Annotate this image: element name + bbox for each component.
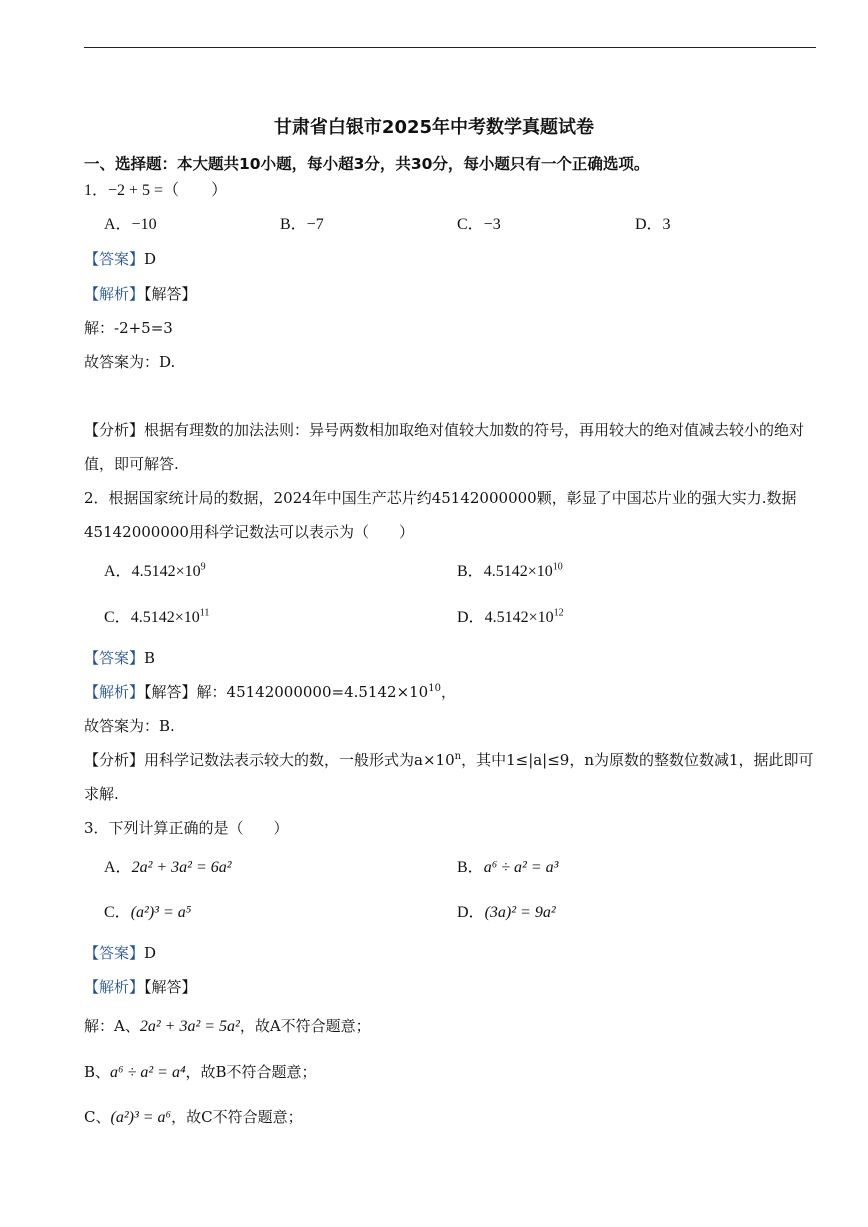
solution-tag: 【解答】 (144, 285, 197, 303)
q3-option-d (457, 903, 556, 923)
q3-option-d-expr: (3a)² = 9a² (484, 904, 556, 921)
q2-analysis (84, 743, 819, 811)
q2-option-d-base: 4.5142×10 (484, 609, 554, 626)
q1-stem: 1．−2 + 5 =（ ） (84, 182, 228, 199)
q3-option-c (104, 903, 191, 923)
q2-option-c-base: 4.5142×10 (130, 609, 200, 626)
q1-answer: D (144, 250, 157, 268)
q1-option-c: C．−3 (457, 216, 501, 233)
q3-solution-a-prefix: 解：A、 (84, 1017, 140, 1035)
analysis-tag: 【解析】 (84, 285, 145, 303)
q3-option-a-expr: 2a² + 3a² = 6a² (131, 859, 232, 876)
q3-option-b-label: B． (457, 859, 484, 876)
q2-option-b-base: 4.5142×10 (483, 563, 553, 580)
q3-option-c-expr: (a²)³ = a⁵ (130, 904, 192, 921)
q3-option-b-expr: a⁶ ÷ a² = a³ (483, 859, 559, 876)
q2-option-b-label: B． (457, 563, 484, 580)
q2-analysis-exp: n (454, 751, 462, 762)
q3-solution-c-tail: ，故C不符合题意； (171, 1108, 303, 1126)
q2-option-d-label: D． (457, 609, 485, 626)
answer-tag: 【答案】 (84, 250, 145, 268)
q3-analysis-line (84, 977, 197, 997)
analysis-tag: 【解析】 (84, 683, 145, 701)
q1-work: 解：-2+5=3 (84, 319, 173, 337)
q2-conclusion: 故答案为：B. (84, 717, 175, 735)
q1-option-d: D．3 (635, 216, 671, 233)
q2-option-a-base: 4.5142×10 (131, 563, 201, 580)
q3-solution-c-prefix: C、 (84, 1108, 111, 1126)
q3-solution-a-expr: 2a² + 3a² = 5a² (139, 1018, 240, 1035)
q2-analysis-a: 用科学记数法表示较大的数，一般形式为a×10 (144, 751, 455, 769)
q1-analysis-line (84, 284, 197, 304)
q3-answer-line (84, 943, 156, 963)
q2-answer: B (144, 649, 156, 667)
q2-option-c-exp: 11 (199, 607, 210, 619)
q2-option-d-exp: 12 (553, 607, 564, 619)
q3-solution-a (84, 1016, 371, 1037)
q2-option-b (457, 562, 563, 582)
q3-option-c-label: C． (104, 904, 131, 921)
q3-solution-b-expr: a⁶ ÷ a² = a⁴ (110, 1064, 186, 1081)
q2-option-b-exp: 10 (552, 561, 563, 573)
q2-option-a (104, 562, 206, 582)
solution-tag: 【解答】 (144, 978, 197, 996)
answer-tag: 【答案】 (84, 944, 145, 962)
q2-option-d (457, 608, 564, 628)
q2-stem: 2．根据国家统计局的数据，2024年中国生产芯片约45142000000颗，彰显了中国芯片业的强大实力.数据45142000000用科学记数法可以表示为（ ） (84, 489, 797, 541)
solution-tag: 【解答】 (144, 683, 197, 701)
section-heading: 一、选择题：本大题共10小题，每小超3分，共30分，每小题只有一个正确选项。 (84, 155, 650, 173)
q2-answer-line (84, 648, 155, 668)
q3-solution-b (84, 1062, 317, 1083)
fenxi-tag: 【分析】 (84, 421, 145, 439)
q2-solution: 解：45142000000=4.5142×10 (196, 683, 429, 701)
q1-analysis-text: 根据有理数的加法法则：异号两数相加取绝对值较大加数的符号，再用较大的绝对值减去较小的绝对值，即可解答. (84, 421, 805, 473)
q3-solution-c-expr: (a²)³ = a⁶ (110, 1109, 172, 1126)
q3-option-a (104, 858, 232, 878)
q3-solution-c (84, 1107, 303, 1128)
q2-option-a-exp: 9 (200, 561, 206, 573)
q2-solution-line (84, 682, 456, 702)
q1-analysis (84, 413, 819, 481)
q2-option-c-label: C． (104, 609, 131, 626)
page-title: 甘肃省白银市2025年中考数学真题试卷 (273, 117, 595, 138)
q1-answer-line (84, 249, 156, 269)
fenxi-tag: 【分析】 (84, 751, 145, 769)
q2-option-c (104, 608, 209, 628)
q3-option-b (457, 858, 558, 878)
q2-solution-tail: ， (440, 683, 456, 701)
q3-solution-b-prefix: B、 (84, 1063, 111, 1081)
q3-option-a-label: A． (104, 859, 132, 876)
q1-conclusion: 故答案为：D. (84, 353, 176, 371)
q3-option-d-label: D． (457, 904, 485, 921)
analysis-tag: 【解析】 (84, 978, 145, 996)
q3-solution-b-tail: ，故B不符合题意； (185, 1063, 317, 1081)
q2-option-a-label: A． (104, 563, 132, 580)
q1-option-b: B．−7 (280, 216, 324, 233)
q3-solution-a-tail: ，故A不符合题意； (239, 1017, 371, 1035)
header-rule (84, 47, 816, 48)
q3-answer: D (144, 944, 157, 962)
q2-analysis-b: ，其中1≤|a|≤9，n为原数的整数位数减1，据此即可求解. (84, 751, 814, 803)
q3-stem: 3．下列计算正确的是（ ） (84, 819, 289, 837)
answer-tag: 【答案】 (84, 649, 145, 667)
q1-option-a: A．−10 (104, 216, 157, 233)
q2-solution-exp: 10 (428, 683, 441, 694)
